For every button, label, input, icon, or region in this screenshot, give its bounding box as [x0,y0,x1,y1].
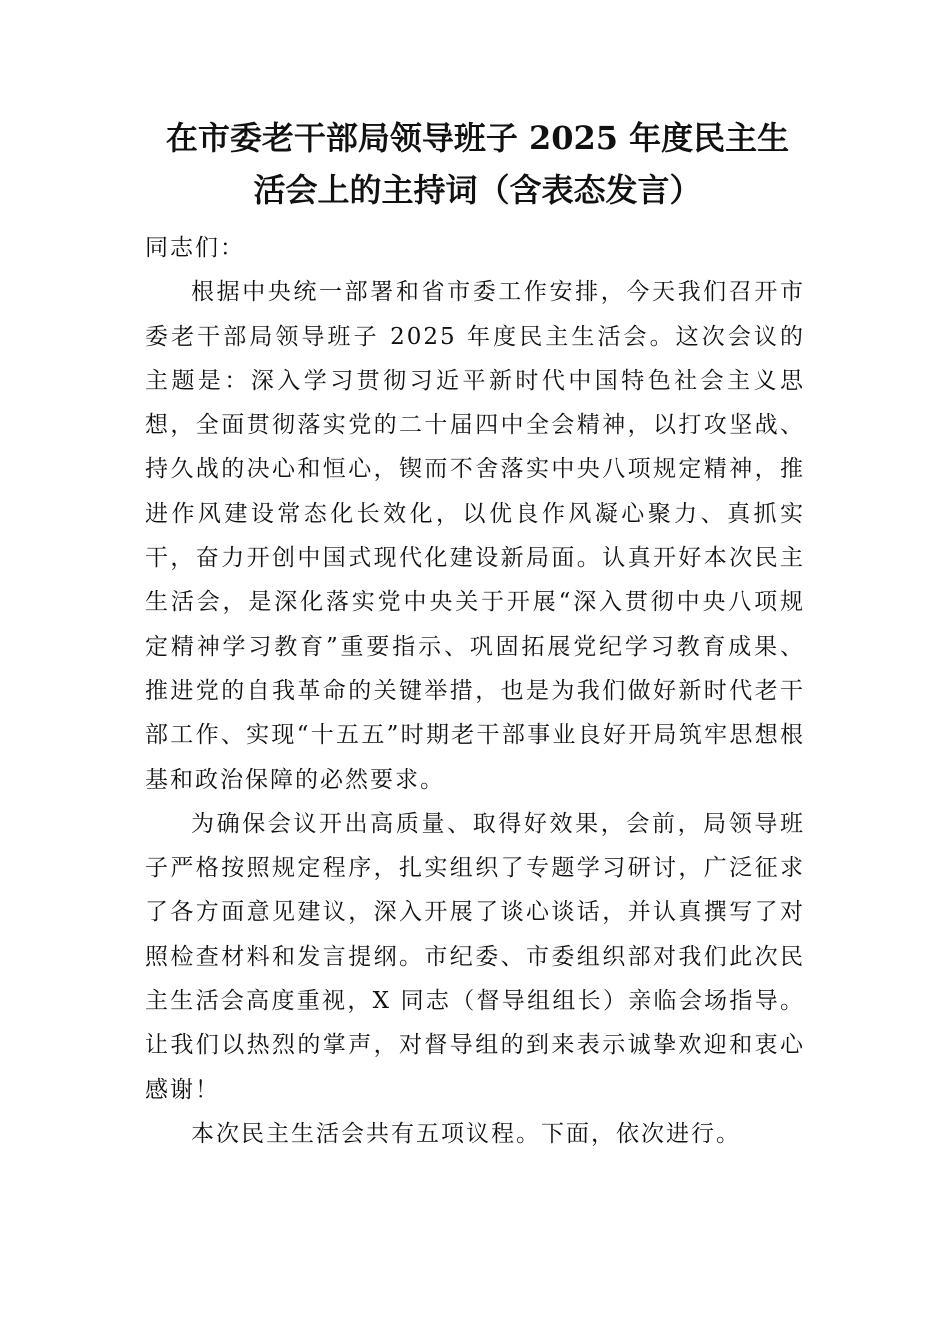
document-body [145,226,805,1156]
paragraph-agenda: 本次民主生活会共有五项议程。下面，依次进行。 [191,1120,741,1147]
document-title [145,112,810,216]
paragraph-preparation: 为确保会议开出高质量、取得好效果，会前，局领导班子严格按照规定程序，扎实组织了专题学习研讨，广泛征求了各方面意见建议，深入开展了谈心谈话，并认真撰写了对照检查材料和发言提纲。市纪委、市委组织部对我们此次民主生活会高度重视，X 同志（督导组组长）亲临会场指导。让我们以热烈的掌声，对督导组的到来表示诚挚欢迎和衷心感谢！ [145,810,805,1103]
title-line-1: 在市委老干部局领导班子 2025 年度民主生 [165,119,790,157]
paragraph-opening: 根据中央统一部署和省市委工作安排，今天我们召开市委老干部局领导班子 2025 年度民主生活会。这次会议的主题是：深入学习贯彻习近平新时代中国特色社会主义思想，全面贯彻落实党的二十届四中全会精神，以打攻坚战、持久战的决心和恒心，锲而不舍落实中央八项规定精神，推进作风建设常态化长效化，以优良作风凝心聚力、真抓实干，奋力开创中国式现代化建设新局面。认真开好本次民主生活会，是深化落实党中央关于开展“深入贯彻中央八项规定精神学习教育”重要指示、巩固拓展党纪学习教育成果、推进党的自我革命的关键举措，也是为我们做好新时代老干部工作、实现“十五五”时期老干部事业良好开局筑牢思想根基和政治保障的必然要求。 [145,279,805,793]
salutation: 同志们： [145,235,245,261]
title-line-2: 活会上的主持词（含表态发言） [253,171,702,209]
